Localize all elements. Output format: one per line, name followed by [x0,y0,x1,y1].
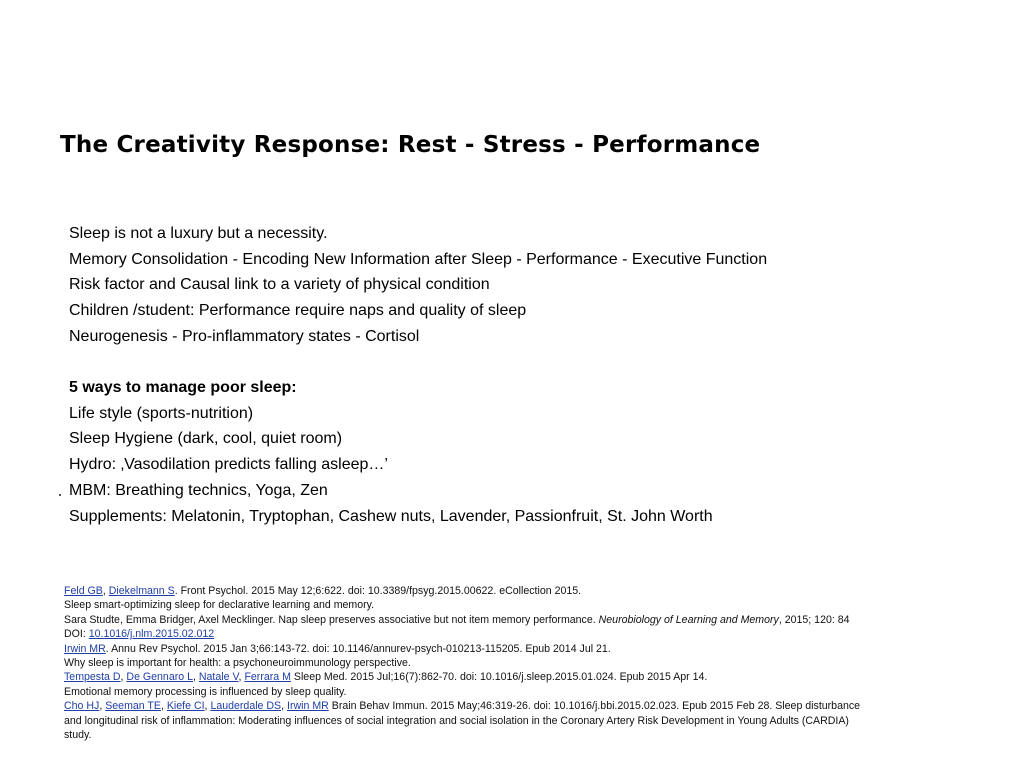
slide-title: The Creativity Response: Rest - Stress - Performance [60,132,761,158]
key-point: Sleep is not a luxury but a necessity. [69,225,328,242]
reference-4-title: Emotional memory processing is influenced by sleep quality. [64,685,347,698]
author-link[interactable]: Diekelmann S [108,585,175,597]
references [64,584,864,742]
sleep-tip: Supplements: Melatonin, Tryptophan, Cashew nuts, Lavender, Passionfruit, St. John Worth [69,507,713,525]
sleep-tip: Hydro: ‚Vasodilation predicts falling asleep…’ [69,456,388,474]
reference-2: Sara Studte, Emma Bridger, Axel Mecklinger. Nap sleep preserves associative but not item memory performance. Neurobiology of Learning and Memory, 2015; 120: 84 DOI: 10.1016/j.nlm.2015.02.012 [64,613,850,641]
author-link[interactable]: Irwin MR [64,642,106,655]
sleep-tips [69,375,999,529]
sleep-tip: Sleep Hygiene (dark, cool, quiet room) [69,430,343,448]
stray-dot [59,494,61,496]
key-point: Risk factor and Causal link to a variety of physical condition [69,276,490,294]
key-point: Children /student: Performance require naps and quality of sleep [69,302,527,320]
key-point: Neurogenesis - Pro-inflammatory states - Cortisol [69,327,420,345]
reference-5: Cho HJ, Seeman TE, Kiefe CI, Lauderdale DS, Irwin MR Brain Behav Immun. 2015 May;46:319-26. doi: 10.1016/j.bbi.2015.02.023. Epub 2015 Feb 28. Sleep disturbance and longitudinal risk of inflammation: Moderating influences of social integration and social isolation in the Coronary Artery Risk Development in Young Adults (CARDIA) study. [64,700,861,742]
doi-link[interactable]: 10.1016/j.nlm.2015.02.012 [88,628,215,641]
author-link[interactable]: Seeman TE [105,700,161,713]
author-link[interactable]: De Gennaro L [126,671,193,684]
author-link[interactable]: Lauderdale DS [210,700,282,713]
key-point: Memory Consolidation - Encoding New Information after Sleep - Performance - Executive Function [69,250,768,268]
author-link[interactable]: Tempesta D [64,671,121,684]
author-link[interactable]: Irwin MR [287,700,329,713]
key-points [69,221,999,350]
sleep-tips-heading: 5 ways to manage poor sleep: [69,379,297,396]
reference-1-title: Sleep smart-optimizing sleep for declarative learning and memory. [64,599,375,612]
reference-3: Irwin MR. Annu Rev Psychol. 2015 Jan 3;66:143-72. doi: 10.1146/annurev-psych-010213-115205. Epub 2014 Jul 21. [64,642,611,655]
reference-4: Tempesta D, De Gennaro L, Natale V, Ferrara M Sleep Med. 2015 Jul;16(7):862-70. doi: 10.1016/j.sleep.2015.01.024. Epub 2015 Apr 14. [64,671,708,684]
journal-name: Neurobiology of Learning and Memory [598,613,779,626]
author-link[interactable]: Natale V [198,671,239,684]
author-link[interactable]: Ferrara M [244,671,291,684]
author-link[interactable]: Kiefe CI [166,700,205,713]
reference-3-title: Why sleep is important for health: a psychoneuroimmunology perspective. [64,657,411,670]
sleep-tip: MBM: Breathing technics, Yoga, Zen [69,481,328,499]
sleep-tip: Life style (sports-nutrition) [69,404,254,422]
reference-1: Feld GB, Diekelmann S. Front Psychol. 2015 May 12;6:622. doi: 10.3389/fpsyg.2015.00622. eCollection 2015. [64,585,582,597]
author-link[interactable]: Cho HJ [64,700,100,713]
author-link[interactable]: Feld GB [64,585,103,597]
